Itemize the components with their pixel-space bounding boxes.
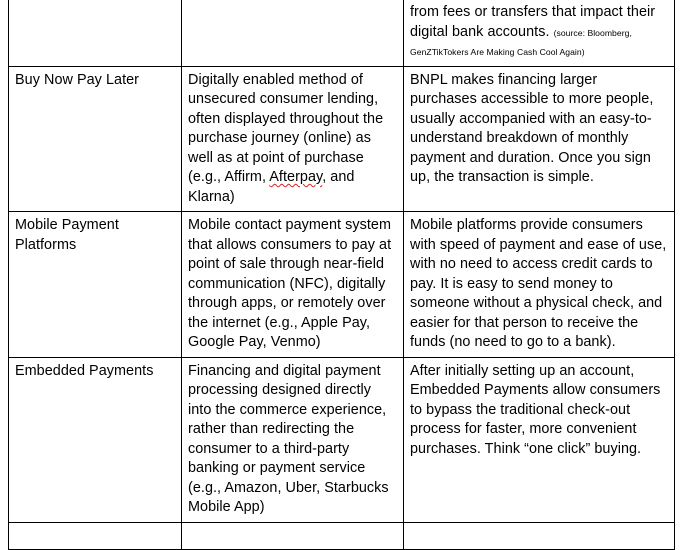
empty-cell: [182, 522, 404, 549]
term-cell: Embedded Payments: [9, 357, 182, 522]
definition-cell: Mobile contact payment system that allows consumers to pay at point of sale through near-field communication (NFC), digitally through apps, or remotely over the internet (e.g., Apple Pay, Google Pay, Venmo): [182, 212, 404, 358]
definition-text: Digitally enabled method of unsecured consumer lending, often displayed throughout the purchase journey (online) as well as at point of purchase (e.g., Affirm,: [188, 71, 384, 185]
empty-cell: [404, 522, 675, 549]
spellcheck-flagged-word[interactable]: Afterpay: [269, 169, 323, 185]
definition-cell: [182, 66, 404, 212]
table-row: [9, 66, 675, 212]
benefit-cell: Mobile platforms provide consumers with speed of payment and ease of use, with no need to access credit cards to pay. It is easy to send money to someone without a physical check, and easier for that person to receive the funds (no need to go to a bank).: [404, 212, 675, 358]
empty-cell: [9, 522, 182, 549]
table-row: [9, 0, 675, 66]
benefit-cell: After initially setting up an account, Embedded Payments allow consumers to bypass the traditional check-out process for faster, more convenient purchases. Think “one click” buying.: [404, 357, 675, 522]
term-cell: Mobile Payment Platforms: [9, 212, 182, 358]
term-cell: [9, 0, 182, 66]
benefit-cell: [404, 0, 675, 66]
comparison-table: [8, 0, 675, 550]
definition-text-end: , and Klarna): [188, 169, 355, 205]
benefit-cell: BNPL makes financing larger purchases accessible to more people, usually accompanied with an easy-to-understand breakdown of monthly payment and duration. Once you sign up, the transaction is simple.: [404, 66, 675, 212]
definition-cell: [182, 0, 404, 66]
term-cell: Buy Now Pay Later: [9, 66, 182, 212]
table-row: [9, 212, 675, 358]
table-row-partial: [9, 522, 675, 549]
source-citation: (source: Bloomberg, GenZTikTokers Are Making Cash Cool Again): [410, 27, 632, 57]
benefit-text: from fees or transfers that impact their digital bank accounts.: [410, 4, 656, 40]
definition-cell: Financing and digital payment processing designed directly into the commerce experience, rather than redirecting the consumer to a third-party banking or payment service (e.g., Amazon, Uber, Starbucks Mobile App): [182, 357, 404, 522]
table-row: [9, 357, 675, 522]
